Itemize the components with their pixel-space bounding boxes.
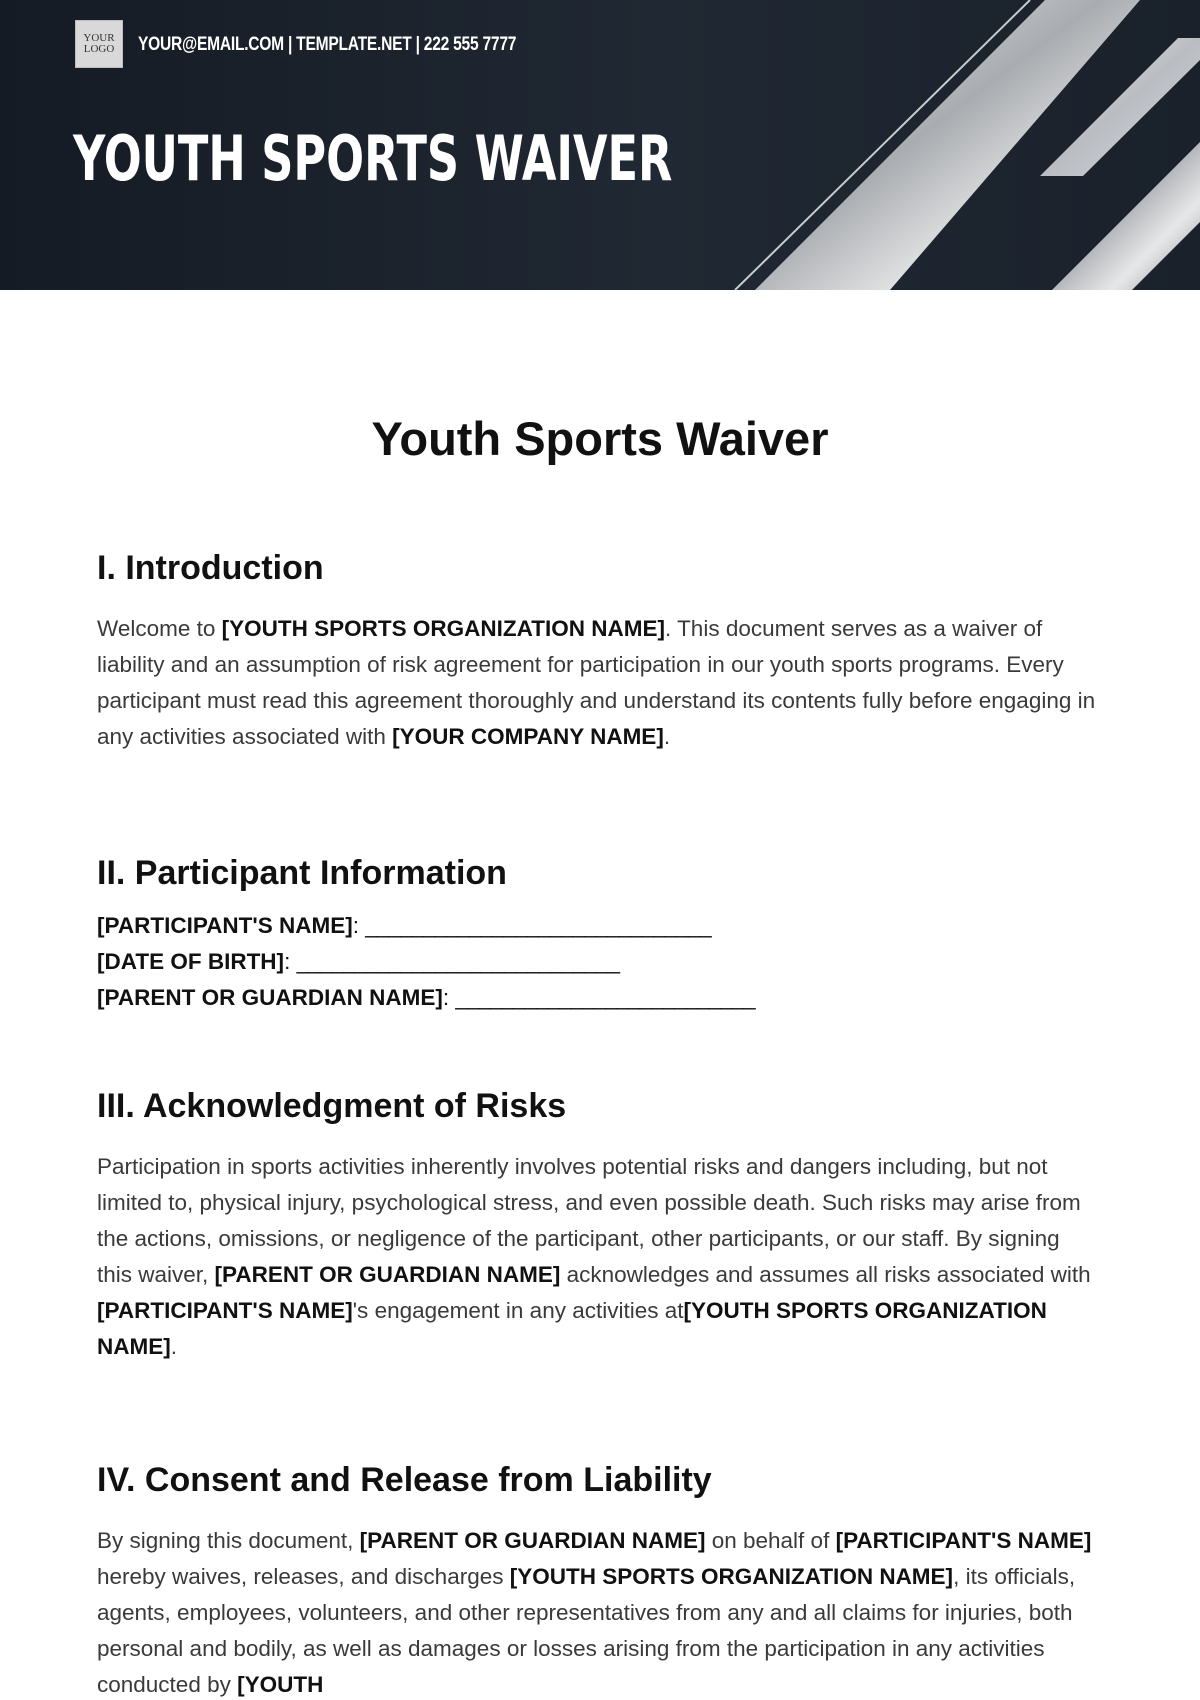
document-content — [97, 550, 1097, 1700]
placeholder-text: [YOUTH SPORTS ORGANIZATION NAME] — [221, 616, 665, 642]
header-banner — [0, 0, 1200, 290]
banner-title: YOUTH SPORTS WAIVER — [73, 122, 673, 195]
date-of-birth-field[interactable]: [DATE OF BIRTH]: ____________________________ — [97, 949, 619, 975]
body-text: 's engagement in any activities at — [352, 1298, 684, 1324]
placeholder-text: [PARENT OR GUARDIAN NAME] — [359, 1528, 706, 1554]
section-participant-information — [97, 855, 1097, 1088]
section-heading: IV. Consent and Release from Liability — [97, 1461, 712, 1499]
placeholder-text: [YOUTH SPORTS ORGANIZATION NAME] — [509, 1564, 954, 1590]
body-text: . This document serves as a waiver of liability and an assumption of risk agreement for participation in our youth sports programs. Every participant must read this agreement thoroughly and understand its contents fully before engaging in any activities associated with — [97, 616, 1096, 750]
body-text: . — [170, 1334, 178, 1360]
body-text: By signing this document, — [97, 1528, 360, 1554]
section-consent-and-release — [97, 1462, 1097, 1700]
participant-name-field[interactable]: [PARTICIPANT'S NAME]: ______________________________ — [97, 913, 711, 939]
field-blank-line: ____________________________ — [296, 949, 619, 975]
body-text: , its officials, agents, employees, volunteers, and other representatives from any and all claims for injuries, both personal and bodily, as well as damages or losses arising from the participation in any activities conducted by — [97, 1564, 1076, 1698]
placeholder-text: [PARTICIPANT'S NAME] — [835, 1528, 1092, 1554]
placeholder-text: [YOUR COMPANY NAME] — [392, 724, 664, 750]
section-heading: II. Participant Information — [97, 854, 507, 892]
section-paragraph — [97, 1149, 1097, 1365]
section-paragraph — [97, 1523, 1097, 1700]
field-label: [PARENT OR GUARDIAN NAME] — [97, 985, 443, 1011]
contact-line: YOUR@EMAIL.COM | TEMPLATE.NET | 222 555 7777 — [138, 34, 517, 55]
body-text: acknowledges and assumes all risks associated with — [560, 1262, 1091, 1288]
parent-guardian-name-field[interactable]: [PARENT OR GUARDIAN NAME]: __________________________ — [97, 985, 755, 1011]
body-text: Welcome to — [97, 616, 222, 642]
body-text: Participation in sports activities inherently involves potential risks and dangers including, but not limited to, physical injury, psychological stress, and even possible death. Such risks may arise from the actions, omissions, or negligence of the participant, other participants, or our staff. By signing this waiver, — [97, 1154, 1081, 1288]
body-text: . — [663, 724, 671, 750]
body-text: on behalf of — [705, 1528, 836, 1554]
section-heading: III. Acknowledgment of Risks — [97, 1087, 567, 1125]
section-acknowledgment-of-risks — [97, 1088, 1097, 1462]
placeholder-text: [PARENT OR GUARDIAN NAME] — [214, 1262, 561, 1288]
field-label: [PARTICIPANT'S NAME] — [97, 913, 353, 939]
logo-text-logo: LOGO — [83, 43, 115, 55]
field-blank-line: ______________________________ — [365, 913, 711, 939]
placeholder-text: [YOUTH — [237, 1672, 324, 1698]
placeholder-text: [YOUTH SPORTS ORGANIZATION NAME] — [97, 1298, 1047, 1360]
placeholder-text: [PARTICIPANT'S NAME] — [97, 1298, 353, 1324]
logo-text-your: YOUR — [83, 32, 115, 44]
field-blank-line: __________________________ — [455, 985, 755, 1011]
participant-fields — [97, 908, 1097, 1016]
body-text: hereby waives, releases, and discharges — [97, 1564, 510, 1590]
section-heading: I. Introduction — [97, 549, 324, 587]
field-label: [DATE OF BIRTH] — [97, 949, 285, 975]
company-logo — [75, 20, 123, 68]
section-paragraph — [97, 611, 1097, 755]
document-title: Youth Sports Waiver — [371, 412, 829, 465]
section-introduction — [97, 550, 1097, 855]
